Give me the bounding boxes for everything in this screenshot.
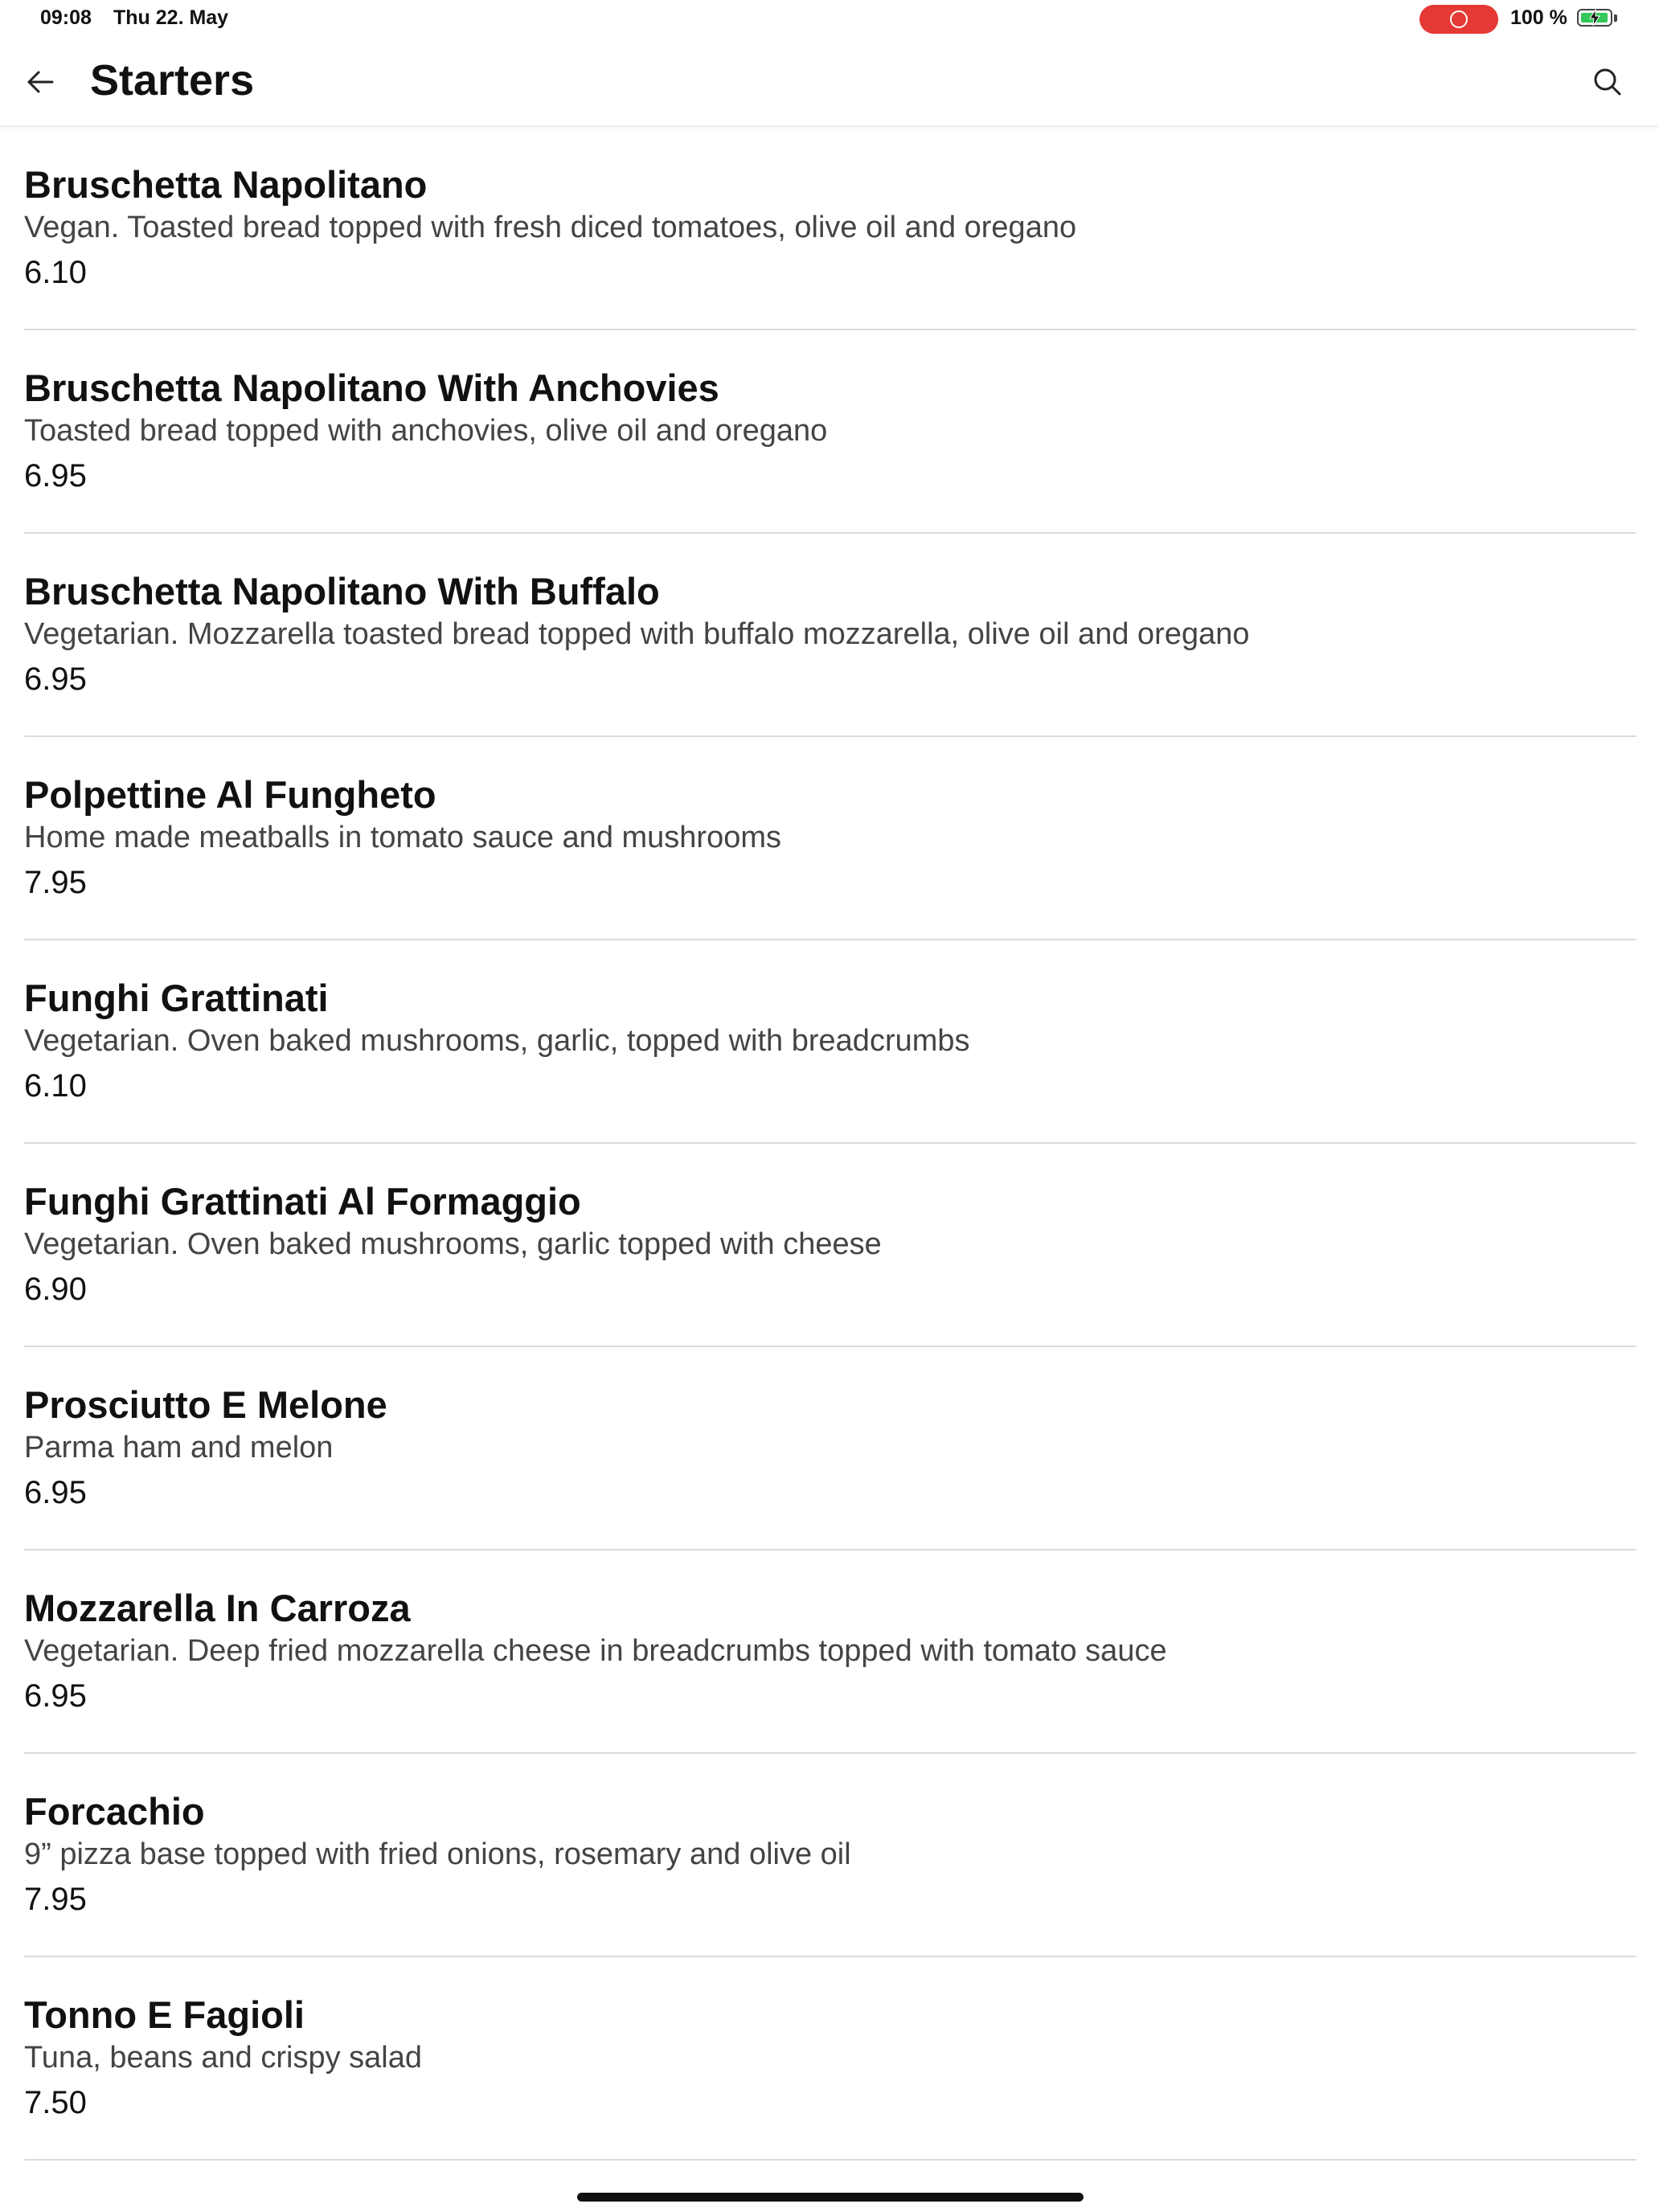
menu-item-description: Toasted bread topped with anchovies, olive oil and oregano [24, 414, 828, 448]
record-ring-icon [1450, 10, 1468, 28]
menu-item[interactable] [24, 1144, 1636, 1347]
menu-item[interactable] [24, 1754, 1636, 1957]
menu-item-description: Vegetarian. Oven baked mushrooms, garlic, topped with breadcrumbs [24, 1024, 970, 1058]
app-header [0, 39, 1659, 127]
charging-bolt-icon [1587, 9, 1603, 27]
menu-item-name: Mozzarella In Carroza [24, 1587, 411, 1629]
menu-item-description: Vegetarian. Oven baked mushrooms, garlic topped with cheese [24, 1227, 882, 1261]
menu-item-description: Home made meatballs in tomato sauce and mushrooms [24, 821, 782, 854]
menu-item-description: Tuna, beans and crispy salad [24, 2041, 423, 2075]
menu-item-name: Forcachio [24, 1790, 205, 1833]
menu-item[interactable] [24, 1550, 1636, 1754]
menu-item-name: Bruschetta Napolitano With Buffalo [24, 570, 660, 612]
menu-list [24, 127, 1636, 2161]
menu-item[interactable] [24, 1347, 1636, 1550]
status-date: Thu 22. May [113, 6, 229, 29]
menu-item-name: Bruschetta Napolitano [24, 163, 428, 206]
search-icon [1591, 66, 1624, 98]
menu-item-name: Funghi Grattinati Al Formaggio [24, 1180, 581, 1223]
menu-item-price: 6.95 [24, 662, 87, 697]
screen-recording-indicator[interactable] [1419, 5, 1498, 34]
menu-item[interactable] [24, 534, 1636, 737]
menu-item-description: Parma ham and melon [24, 1431, 334, 1464]
status-bar [0, 0, 1659, 39]
battery-percentage: 100 % [1510, 6, 1567, 29]
arrow-left-icon [24, 66, 56, 98]
menu-item[interactable] [24, 737, 1636, 940]
menu-item[interactable] [24, 330, 1636, 534]
menu-item-name: Polpettine Al Fungheto [24, 773, 436, 816]
menu-item-name: Funghi Grattinati [24, 977, 329, 1019]
menu-item-description: Vegan. Toasted bread topped with fresh diced tomatoes, olive oil and oregano [24, 211, 1077, 244]
menu-item-price: 6.95 [24, 1475, 87, 1510]
menu-item-description: Vegetarian. Deep fried mozzarella cheese in breadcrumbs topped with tomato sauce [24, 1634, 1167, 1668]
search-button[interactable] [1587, 61, 1628, 103]
menu-item-price: 6.10 [24, 1068, 87, 1104]
menu-item-description: 9” pizza base topped with fried onions, rosemary and olive oil [24, 1837, 851, 1871]
menu-item-price: 7.95 [24, 1882, 87, 1917]
menu-item[interactable] [24, 127, 1636, 330]
battery-cap [1614, 14, 1617, 22]
menu-item[interactable] [24, 1957, 1636, 2161]
menu-item-name: Tonno E Fagioli [24, 1993, 305, 2036]
menu-item-price: 6.95 [24, 458, 87, 494]
menu-item-price: 7.50 [24, 2085, 87, 2120]
menu-item-description: Vegetarian. Mozzarella toasted bread topped with buffalo mozzarella, olive oil and oregano [24, 617, 1250, 651]
back-button[interactable] [19, 61, 61, 103]
menu-item-price: 6.95 [24, 1678, 87, 1714]
menu-item-price: 6.90 [24, 1272, 87, 1307]
status-time: 09:08 [40, 6, 92, 29]
menu-item-price: 7.95 [24, 865, 87, 900]
page-title: Starters [90, 56, 255, 104]
menu-item-price: 6.10 [24, 255, 87, 290]
menu-item-name: Bruschetta Napolitano With Anchovies [24, 367, 719, 409]
menu-item[interactable] [24, 940, 1636, 1144]
home-indicator[interactable] [577, 2193, 1083, 2202]
menu-item-name: Prosciutto E Melone [24, 1383, 387, 1426]
